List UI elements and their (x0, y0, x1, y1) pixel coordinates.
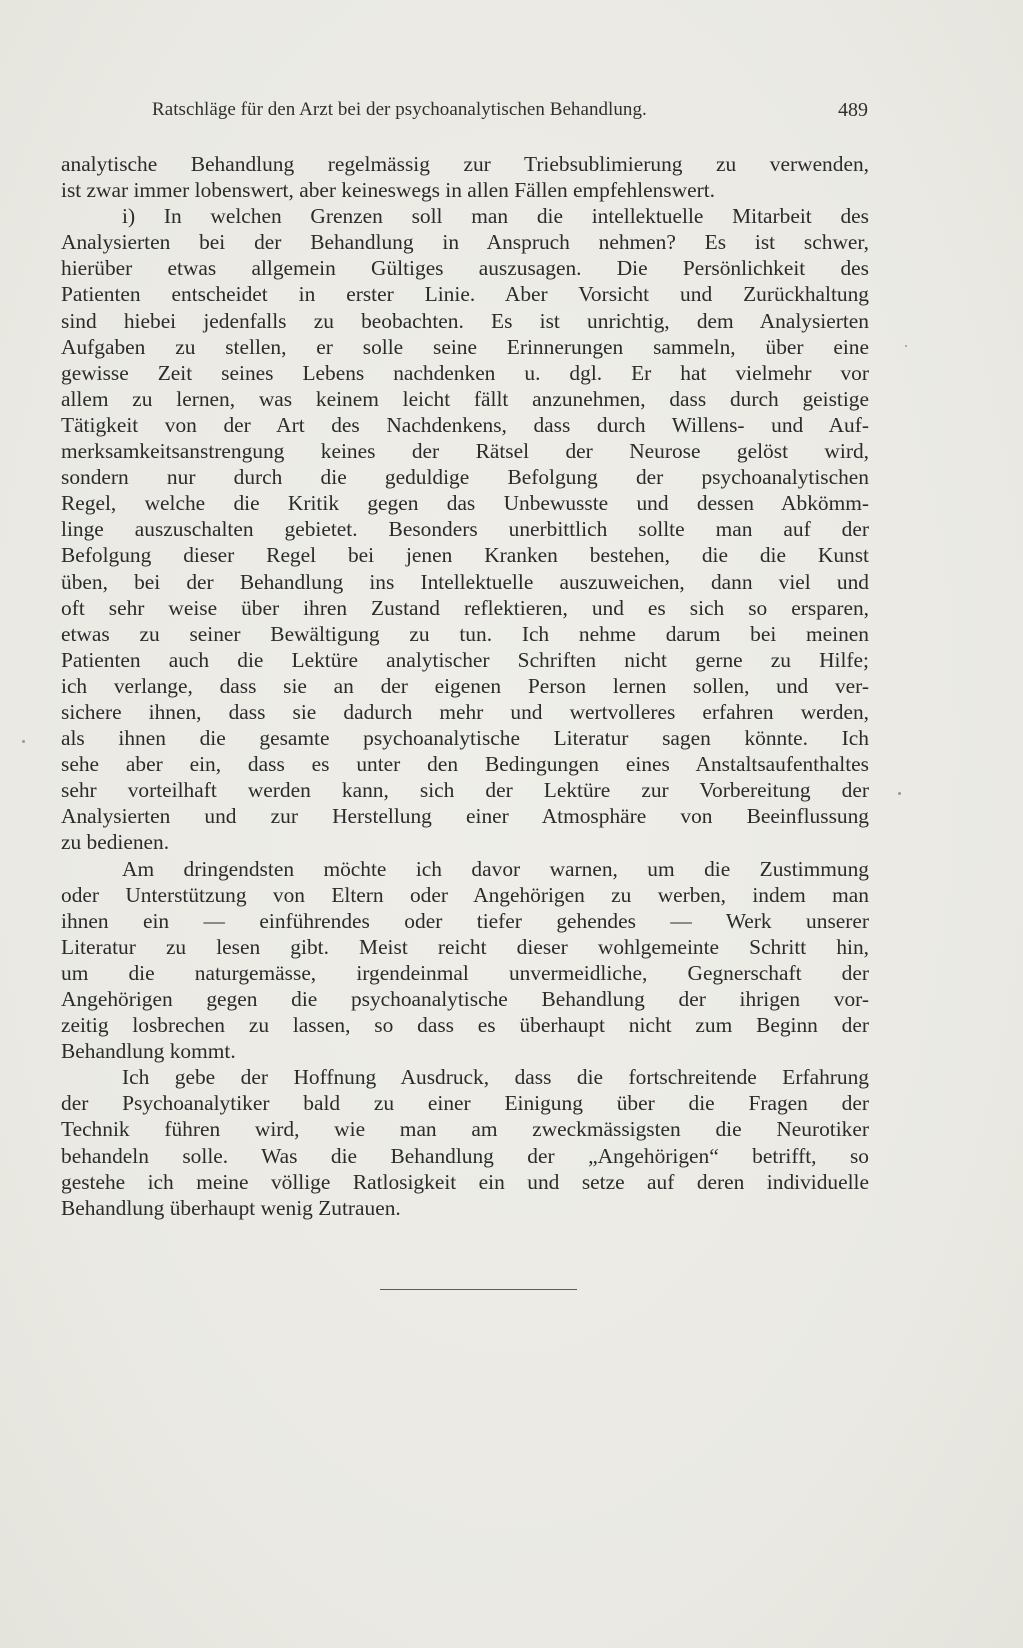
text-line: zeitig losbrechen zu lassen, so dass es überhaupt nicht zum Beginn der (61, 1013, 869, 1038)
text-line: behandeln solle. Was die Behandlung der „Angehörigen“ betrifft, so (61, 1143, 869, 1168)
text-line: Analysierten und zur Herstellung einer Atmosphäre von Beeinflussung (61, 804, 869, 829)
text-line: Analysierten bei der Behandlung in Anspruch nehmen? Es ist schwer, (61, 230, 869, 255)
text-line: Am dringendsten möchte ich davor warnen, um die Zustimmung (122, 856, 869, 881)
body-text (61, 151, 869, 1221)
text-line: oder Unterstützung von Eltern oder Angehörigen zu werben, indem man (61, 882, 869, 907)
text-line: linge auszuschalten gebietet. Besonders unerbittlich sollte man auf der (61, 517, 869, 542)
text-line: Behandlung kommt. (61, 1039, 236, 1064)
text-line: um die naturgemässe, irgendeinmal unvermeidliche, Gegnerschaft der (61, 960, 869, 985)
text-line: sehe aber ein, dass es unter den Bedingungen eines Anstaltsaufenthaltes (61, 752, 869, 777)
text-line: i) In welchen Grenzen soll man die intellektuelle Mitarbeit des (122, 204, 869, 229)
running-header (152, 96, 868, 124)
page-number: 489 (838, 99, 868, 121)
text-line: Tätigkeit von der Art des Nachdenkens, dass durch Willens- und Auf- (61, 412, 869, 437)
text-line: Aufgaben zu stellen, er solle seine Erinnerungen sammeln, über eine (61, 334, 869, 359)
text-line: sind hiebei jedenfalls zu beobachten. Es ist unrichtig, dem Analysierten (61, 308, 869, 333)
text-line: als ihnen die gesamte psychoanalytische Literatur sagen könnte. Ich (61, 726, 869, 751)
text-line: merksamkeitsanstrengung keines der Rätsel der Neurose gelöst wird, (61, 439, 869, 464)
text-line: sehr vorteilhaft werden kann, sich der Lektüre zur Vorbereitung der (61, 778, 869, 803)
text-line: ihnen ein — einführendes oder tiefer gehendes — Werk unserer (61, 908, 869, 933)
text-line: üben, bei der Behandlung ins Intellektuelle auszuweichen, dann viel und (61, 569, 869, 594)
text-line: Ich gebe der Hoffnung Ausdruck, dass die fortschreitende Erfahrung (122, 1065, 869, 1090)
text-line: allem zu lernen, was keinem leicht fällt anzunehmen, dass durch geistige (61, 386, 869, 411)
text-line: der Psychoanalytiker bald zu einer Einigung über die Fragen der (61, 1091, 869, 1116)
text-line: Befolgung dieser Regel bei jenen Kranken bestehen, die die Kunst (61, 543, 869, 568)
text-line: Regel, welche die Kritik gegen das Unbewusste und dessen Abkömm- (61, 491, 869, 516)
text-line: Angehörigen gegen die psychoanalytische Behandlung der ihrigen vor- (61, 987, 869, 1011)
text-line: gestehe ich meine völlige Ratlosigkeit ein und setze auf deren individuelle (61, 1169, 869, 1194)
running-title: Ratschläge für den Arzt bei der psychoanalytischen Behandlung. (152, 99, 647, 120)
text-line: ist zwar immer lobenswert, aber keineswegs in allen Fällen empfehlenswert. (61, 178, 715, 203)
text-line: Behandlung überhaupt wenig Zutrauen. (61, 1195, 401, 1220)
text-line: Patienten auch die Lektüre analytischer Schriften nicht gerne zu Hilfe; (61, 647, 869, 672)
text-line: oft sehr weise über ihren Zustand reflektieren, und es sich so ersparen, (61, 595, 869, 620)
text-line: analytische Behandlung regelmässig zur Triebsublimierung zu verwenden, (61, 152, 869, 176)
text-line: hierüber etwas allgemein Gültiges auszusagen. Die Persönlichkeit des (61, 256, 869, 281)
paper-speck (898, 792, 901, 795)
paper-speck (905, 345, 907, 347)
text-line: Patienten entscheidet in erster Linie. Aber Vorsicht und Zurückhaltung (61, 282, 869, 307)
text-line: ich verlange, dass sie an der eigenen Person lernen sollen, und ver- (61, 673, 869, 698)
end-rule (380, 1289, 577, 1290)
text-line: zu bedienen. (61, 830, 170, 855)
text-line: sondern nur durch die geduldige Befolgung der psychoanalytischen (61, 465, 869, 490)
text-line: gewisse Zeit seines Lebens nachdenken u. dgl. Er hat vielmehr vor (61, 360, 869, 385)
text-line: Technik führen wird, wie man am zweckmässigsten die Neurotiker (61, 1117, 869, 1142)
text-line: etwas zu seiner Bewältigung zu tun. Ich nehme darum bei meinen (61, 621, 869, 646)
text-line: Literatur zu lesen gibt. Meist reicht dieser wohlgemeinte Schritt hin, (61, 934, 869, 959)
paper-speck (22, 740, 25, 743)
text-line: sichere ihnen, dass sie dadurch mehr und wertvolleres erfahren werden, (61, 699, 869, 724)
